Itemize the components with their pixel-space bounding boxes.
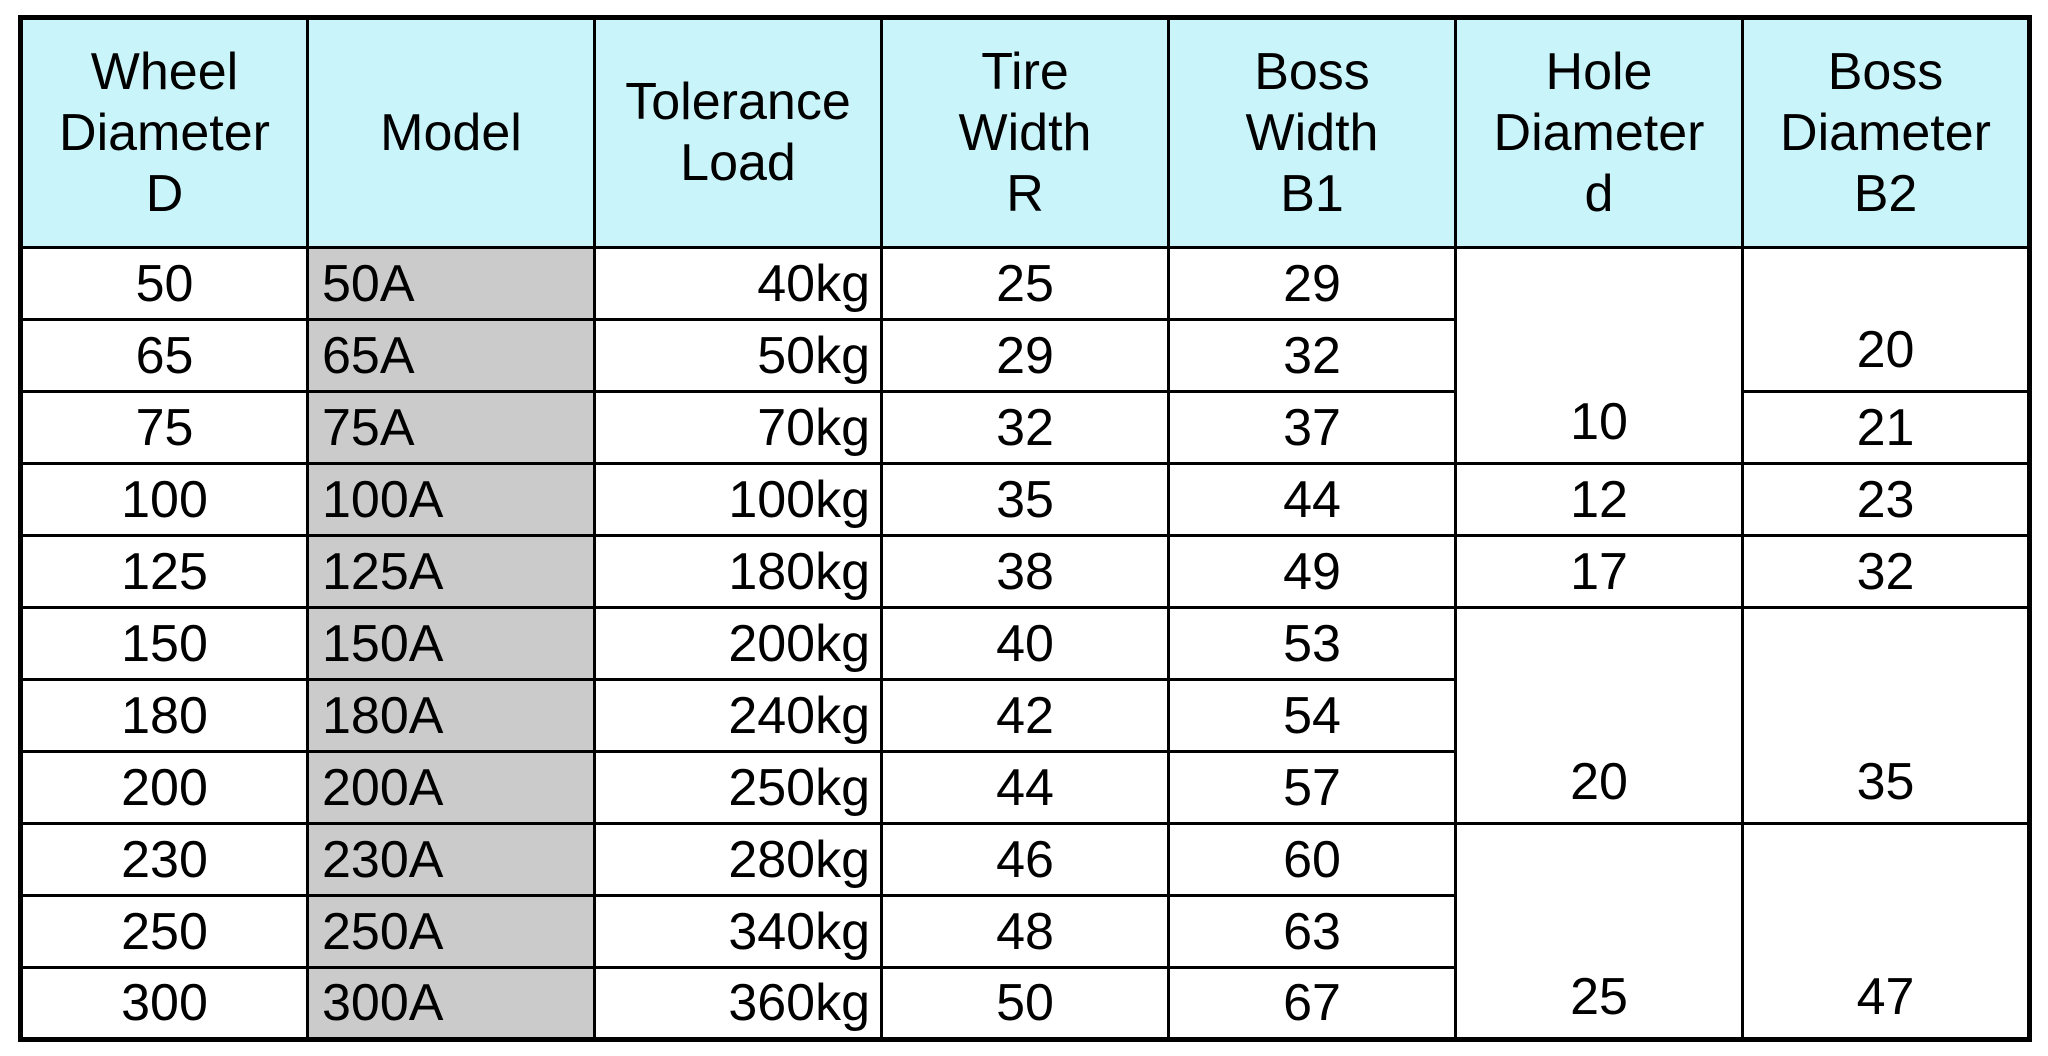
cell-model: 230A	[308, 824, 595, 896]
cell-tire-width: 25	[882, 248, 1169, 320]
cell-wheel-diameter: 200	[21, 752, 308, 824]
header-boss-width: Boss Width B1	[1169, 18, 1456, 248]
cell-boss-width: 60	[1169, 824, 1456, 896]
cell-boss-width: 32	[1169, 320, 1456, 392]
header-wheel-diameter: Wheel Diameter D	[21, 18, 308, 248]
cell-boss-diameter: 20	[1743, 248, 2030, 392]
cell-tire-width: 46	[882, 824, 1169, 896]
cell-hole-diameter: 20	[1456, 608, 1743, 824]
cell-tolerance-load: 250kg	[595, 752, 882, 824]
cell-boss-width: 63	[1169, 896, 1456, 968]
wheel-spec-table	[18, 15, 2032, 1042]
cell-boss-width: 57	[1169, 752, 1456, 824]
cell-model: 75A	[308, 392, 595, 464]
cell-model: 50A	[308, 248, 595, 320]
cell-model: 65A	[308, 320, 595, 392]
cell-tolerance-load: 40kg	[595, 248, 882, 320]
cell-wheel-diameter: 250	[21, 896, 308, 968]
cell-wheel-diameter: 125	[21, 536, 308, 608]
cell-tolerance-load: 340kg	[595, 896, 882, 968]
cell-tolerance-load: 180kg	[595, 536, 882, 608]
cell-boss-width: 29	[1169, 248, 1456, 320]
table-row	[21, 824, 2030, 896]
cell-hole-diameter: 10	[1456, 248, 1743, 464]
cell-boss-width: 53	[1169, 608, 1456, 680]
cell-model: 250A	[308, 896, 595, 968]
cell-wheel-diameter: 150	[21, 608, 308, 680]
cell-wheel-diameter: 75	[21, 392, 308, 464]
cell-boss-diameter: 35	[1743, 608, 2030, 824]
cell-model: 300A	[308, 968, 595, 1040]
table-row	[21, 464, 2030, 536]
cell-hole-diameter: 25	[1456, 824, 1743, 1040]
cell-tolerance-load: 50kg	[595, 320, 882, 392]
cell-tire-width: 29	[882, 320, 1169, 392]
table-row	[21, 608, 2030, 680]
cell-boss-width: 67	[1169, 968, 1456, 1040]
cell-tolerance-load: 240kg	[595, 680, 882, 752]
cell-hole-diameter: 12	[1456, 464, 1743, 536]
header-model: Model	[308, 18, 595, 248]
cell-wheel-diameter: 180	[21, 680, 308, 752]
cell-boss-diameter: 23	[1743, 464, 2030, 536]
cell-wheel-diameter: 100	[21, 464, 308, 536]
header-boss-diameter: Boss Diameter B2	[1743, 18, 2030, 248]
cell-wheel-diameter: 230	[21, 824, 308, 896]
cell-model: 200A	[308, 752, 595, 824]
cell-tolerance-load: 70kg	[595, 392, 882, 464]
table-header	[21, 18, 2030, 248]
cell-tolerance-load: 280kg	[595, 824, 882, 896]
cell-tire-width: 32	[882, 392, 1169, 464]
cell-tolerance-load: 360kg	[595, 968, 882, 1040]
cell-boss-width: 44	[1169, 464, 1456, 536]
cell-boss-diameter: 47	[1743, 824, 2030, 1040]
header-hole-diameter: Hole Diameter d	[1456, 18, 1743, 248]
cell-tire-width: 40	[882, 608, 1169, 680]
cell-wheel-diameter: 300	[21, 968, 308, 1040]
cell-boss-diameter: 21	[1743, 392, 2030, 464]
header-tolerance-load: Tolerance Load	[595, 18, 882, 248]
cell-model: 180A	[308, 680, 595, 752]
cell-model: 100A	[308, 464, 595, 536]
cell-tire-width: 35	[882, 464, 1169, 536]
cell-boss-width: 37	[1169, 392, 1456, 464]
cell-tire-width: 42	[882, 680, 1169, 752]
cell-boss-width: 49	[1169, 536, 1456, 608]
cell-boss-width: 54	[1169, 680, 1456, 752]
cell-tire-width: 48	[882, 896, 1169, 968]
cell-tire-width: 38	[882, 536, 1169, 608]
table-body	[21, 248, 2030, 1040]
cell-wheel-diameter: 50	[21, 248, 308, 320]
header-tire-width: Tire Width R	[882, 18, 1169, 248]
cell-tire-width: 50	[882, 968, 1169, 1040]
cell-wheel-diameter: 65	[21, 320, 308, 392]
cell-tolerance-load: 200kg	[595, 608, 882, 680]
header-row	[21, 18, 2030, 248]
cell-tolerance-load: 100kg	[595, 464, 882, 536]
cell-tire-width: 44	[882, 752, 1169, 824]
cell-model: 125A	[308, 536, 595, 608]
cell-boss-diameter: 32	[1743, 536, 2030, 608]
table-row	[21, 536, 2030, 608]
cell-model: 150A	[308, 608, 595, 680]
table-row	[21, 248, 2030, 320]
cell-hole-diameter: 17	[1456, 536, 1743, 608]
